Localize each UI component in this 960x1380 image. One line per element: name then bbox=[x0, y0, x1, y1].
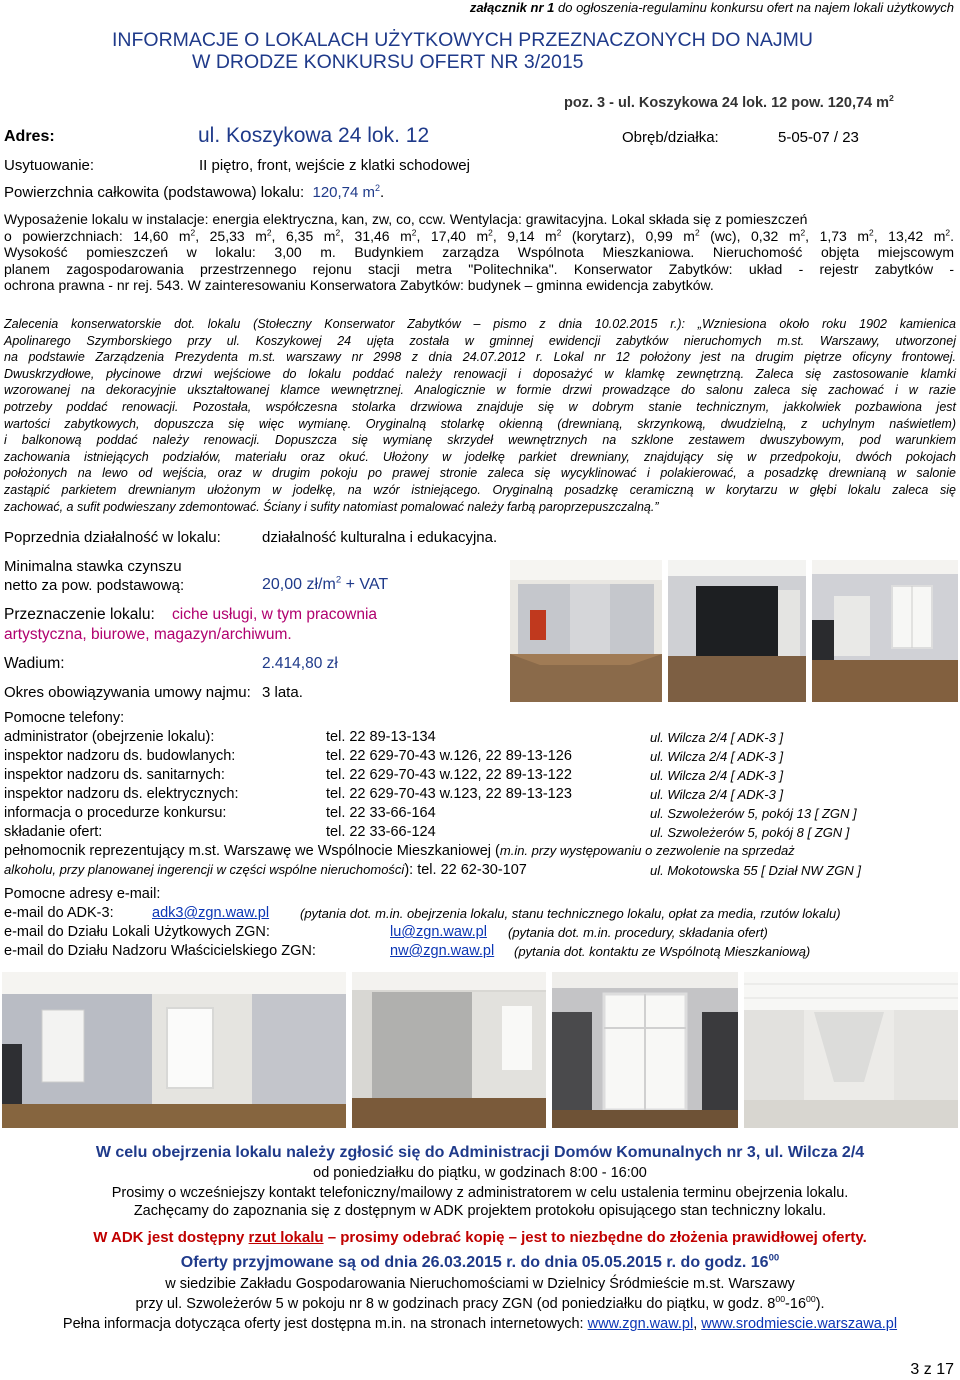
floorplan-link[interactable]: rzut lokalu bbox=[248, 1229, 324, 1246]
description-line-1: Wyposażenie lokalu w instalacje: energia elektryczna, kan, zw, co, ccw. Wentylacja: grawitacyjna. Lokal składa się z pomieszczeń bbox=[4, 211, 808, 227]
plot-value: 5-05-07 / 23 bbox=[778, 129, 859, 146]
email-link-nw[interactable]: nw@zgn.waw.pl bbox=[390, 943, 495, 959]
contact-address: ul. Szwoleżerów 5, pokój 8 [ ZGN ] bbox=[650, 825, 850, 840]
previous-use-label: Poprzednia działalność w lokalu: bbox=[4, 529, 221, 546]
attachment-prefix: załącznik nr 1 bbox=[469, 0, 555, 15]
location-label: Usytuowanie: bbox=[4, 157, 95, 174]
location-value: II piętro, front, wejście z klatki schodowej bbox=[199, 157, 470, 174]
web-info: Pełna informacja dotycząca oferty jest dostępna m.in. na stronach internetowych: www.zgn.waw.pl, www.srodmiescie.warszawa.pl bbox=[62, 1316, 898, 1332]
conservator-line: i balkonową poddać należy renowacji. Dopuszcza się wymianę skrzydeł wewnętrznych na szklone zestawem dwuszybowym, pod warunkiem bbox=[4, 433, 956, 448]
conservator-line: na podstawie Zarządzenia Prezydenta m.st. warszawy nr 2998 z dnia 24.07.2012 r. Lokal nr 12 położony jest na drugim piętrze oficyny frontowej. bbox=[4, 350, 956, 365]
conservator-line: zastąpić parkietem drewnianym ułożonym w jodełkę, na wzór istniejącego. Oryginalną posadzkę ceramiczną w korytarzu w głębi lokalu zaleca się bbox=[4, 482, 956, 497]
position-sup: 2 bbox=[889, 93, 894, 104]
address-label: Adres: bbox=[4, 128, 55, 145]
area-sup: 2 bbox=[375, 183, 381, 193]
proxy-line-2: alkoholu, przy planowanej ingerencji w części wspólne nieruchomości): tel. 22 62-30-107 bbox=[4, 862, 527, 878]
contact-tel[interactable]: tel. 22 89-13-134 bbox=[326, 729, 436, 745]
contact-role: administrator (obejrzenie lokalu): bbox=[4, 729, 215, 745]
purpose-value-2: artystyczna, biurowe, magazyn/archiwum. bbox=[4, 626, 292, 643]
photo-room-6 bbox=[552, 972, 738, 1128]
description-line-5: ochrona prawna - nr rej. 543. W zainteresowaniu Konserwatora Zabytków: budynek – gminna ewidencja zabytków. bbox=[4, 277, 714, 293]
rate-vat: + VAT bbox=[341, 576, 389, 593]
web-link-zgn[interactable]: www.zgn.waw.pl bbox=[587, 1316, 694, 1332]
visit-hours: od poniedziałku do piątku, w godzinach 8:00 - 16:00 bbox=[313, 1165, 647, 1181]
email-link-adk3[interactable]: adk3@zgn.waw.pl bbox=[152, 905, 270, 921]
deposit-label: Wadium: bbox=[4, 655, 65, 672]
area-dot: . bbox=[380, 184, 385, 201]
area-number: 120,74 m bbox=[312, 184, 376, 201]
visit-info: W celu obejrzenia lokalu należy zgłosić się do Administracji Domów Komunalnych nr 3, ul. Wilcza 2/4 bbox=[95, 1144, 865, 1161]
description-line-4: planem zagospodarowania przestrzennego rejonu stacji metra "Politechnika". Konserwator Zabytków: układ - rejestr zabytków - bbox=[4, 260, 954, 277]
proxy-line-1: pełnomocnik reprezentujący m.st. Warszawę we Wspólnocie Mieszkaniowej (m.in. przy występowaniu o zezwolenie na sprzedaż bbox=[4, 843, 795, 859]
contact-address: ul. Szwoleżerów 5, pokój 13 [ ZGN ] bbox=[650, 806, 857, 821]
conservator-line: Apolinarego Szymborskiego przy ul. Koszykowej 24 ujęta została w gminnej ewidencji zabytków nieruchomych m.st. Warszawy, utworzonej bbox=[4, 333, 956, 348]
contact-address: ul. Wilcza 2/4 [ ADK-3 ] bbox=[650, 787, 784, 802]
contact-role: inspektor nadzoru ds. sanitarnych: bbox=[4, 767, 225, 783]
offers-room: przy ul. Szwoleżerów 5 w pokoju nr 8 w godzinach pracy ZGN (od poniedziałku do piątku, w godz. $8^{00}-16^{00}$). bbox=[135, 1294, 825, 1312]
area-label: Powierzchnia całkowita (podstawowa) lokalu: bbox=[4, 184, 305, 201]
contact-address: ul. Wilcza 2/4 [ ADK-3 ] bbox=[650, 730, 784, 745]
conservator-line: Zalecenia konserwatorskie dot. lokalu (Stołeczny Konserwator Zabytków – pismo z dnia 10.02.2015 r.): „Wzniesiona około roku 1902 kamienica bbox=[4, 317, 956, 331]
term-value: 3 lata. bbox=[262, 684, 303, 701]
rate-label-2: netto za pow. podstawową: bbox=[4, 577, 185, 594]
contact-role: składanie ofert: bbox=[4, 824, 103, 840]
contact-tel[interactable]: tel. 22 629-70-43 w.126, 22 89-13-126 bbox=[326, 748, 572, 764]
purpose-label: Przeznaczenie lokalu: bbox=[4, 606, 155, 623]
photo-room-4 bbox=[2, 972, 346, 1128]
contact-address: ul. Wilcza 2/4 [ ADK-3 ] bbox=[650, 749, 784, 764]
contact-role: inspektor nadzoru ds. elektrycznych: bbox=[4, 786, 239, 802]
rate-label-1: Minimalna stawka czynszu bbox=[4, 558, 182, 575]
description-line-2: o powierzchniach: 14,60 $m^2$, 25,33 $m^2$, 6,35 $m^2$, 31,46 $m^2$, 17,40 $m^2$, 9,14 $m^2$ (korytarz), 0,99 $m^2$ (wc), 0,32 $m^2$, 1,73 $m^2$, 13,42 $m^2$. bbox=[4, 226, 954, 244]
page-number: 3 z 17 bbox=[910, 1361, 954, 1378]
email-note: (pytania dot. m.in. obejrzenia lokalu, stanu technicznego lokalu, opłat za media, rzutów lokalu) bbox=[300, 906, 841, 921]
contact-request: Prosimy o wcześniejszy kontakt telefoniczny/mailowy z administratorem w celu ustalenia terminu obejrzenia lokalu. bbox=[111, 1185, 849, 1201]
protocol-note: Zachęcamy do zapoznania się z dostępnym w ADK projektem protokołu opisującego stan techniczny lokalu. bbox=[133, 1203, 827, 1219]
conservator-line: wzorowanej na dekoracyjnie ukształtowanej klamce wewnętrznej. Analogicznie w formie drzwi prowadzące do salonu zaleca się zachować i w razie bbox=[4, 383, 956, 398]
position-text: poz. 3 - ul. Koszykowa 24 lok. 12 pow. 120,74 m bbox=[564, 95, 890, 111]
contact-role: informacja o procedurze konkursu: bbox=[4, 805, 227, 821]
conservator-line: położonych na lewo od wejścia, oraz w drugim pokoju po prawej stronie zaleca się wycyklinować i polakierować, a posadzkę drewnianą w salonie bbox=[4, 466, 956, 481]
description bbox=[4, 211, 954, 294]
rate-number: 20,00 zł/m bbox=[262, 576, 336, 593]
previous-use-value: działalność kulturalna i edukacyjna. bbox=[262, 529, 498, 546]
offers-seat: w siedzibie Zakładu Gospodarowania Nieruchomościami w Dzielnicy Śródmieście m.st. Warszawy bbox=[165, 1276, 795, 1292]
area-line bbox=[4, 184, 384, 201]
web-link-srodmiescie[interactable]: www.srodmiescie.warszawa.pl bbox=[701, 1316, 898, 1332]
term-label: Okres obowiązywania umowy najmu: bbox=[4, 684, 251, 701]
description-line-3: Wysokość pomieszczeń w lokalu: 3,00 m. Budynkiem zarządza Wspólnota Mieszkaniowa. Nieruchomość objęta miejscowym bbox=[4, 244, 954, 260]
conservator-line: zachować, a sufit podwieszany zdemontować. Ściany i sufity natomiast pomalować należy farbą paroprzepuszczalną.” bbox=[4, 499, 659, 514]
title-line-1: INFORMACJE O LOKALACH UŻYTKOWYCH PRZEZNACZONYCH DO NAJMU bbox=[112, 29, 813, 51]
contact-role: inspektor nadzoru ds. budowlanych: bbox=[4, 748, 236, 764]
conservator-line: potrzeby poddać renowacji. Pozostała, współczesna stolarka drzwiowa znajduje się w dobrym stanie technicznym, jakkolwiek pozbawiona jest bbox=[4, 399, 956, 414]
plot-label: Obręb/działka: bbox=[622, 129, 719, 146]
contact-tel[interactable]: tel. 22 33-66-124 bbox=[326, 824, 436, 840]
contact-address: ul. Wilcza 2/4 [ ADK-3 ] bbox=[650, 768, 784, 783]
attachment-note bbox=[470, 0, 954, 15]
contact-tel[interactable]: tel. 22 33-66-164 bbox=[326, 805, 436, 821]
rate-value bbox=[262, 576, 388, 594]
email-label: e-mail do Działu Nadzoru Właścicielskiego ZGN: bbox=[4, 943, 316, 959]
contact-tel[interactable]: tel. 22 629-70-43 w.123, 22 89-13-123 bbox=[326, 786, 572, 802]
attachment-rest: do ogłoszenia-regulaminu konkursu ofert na najem lokali użytkowych bbox=[558, 0, 954, 15]
conservator-line: Dwuskrzydłowe, płycinowe drzwi wejściowe do lokalu poddać należy renowacji i doposażyć w klamkę zewnętrzną. Zaleca się zastosowanie klamki bbox=[4, 366, 956, 381]
title-line-2: W DRODZE KONKURSU OFERT NR 3/2015 bbox=[192, 51, 584, 73]
email-link-lu[interactable]: lu@zgn.waw.pl bbox=[390, 924, 487, 940]
photo-room-7 bbox=[744, 972, 958, 1128]
email-note: (pytania dot. kontaktu ze Wspólnotą Mieszkaniową) bbox=[514, 944, 811, 959]
conservator-line: zachowania istniejących podziałów, materiału oraz okuć. Ułożony w jodełkę parkiet drewniany, znajdujący się w przedpokoju, dwóch pokojach bbox=[4, 449, 956, 464]
photo-room-2 bbox=[668, 560, 806, 702]
email-label: e-mail do ADK-3: bbox=[4, 905, 114, 921]
email-label: e-mail do Działu Lokali Użytkowych ZGN: bbox=[4, 924, 270, 940]
conservator-recommendations bbox=[4, 316, 956, 515]
emails-header: Pomocne adresy e-mail: bbox=[4, 886, 161, 902]
photo-room-3 bbox=[812, 560, 958, 702]
email-note: (pytania dot. m.in. procedury, składania ofert) bbox=[508, 925, 768, 940]
purpose-value-1: ciche usługi, w tym pracownia bbox=[172, 606, 378, 623]
conservator-line: wartości zabytkowych, dopuszcza się więc wymianę. Oryginalną stolarkę okienną (drewnianą, skrzynkową, dwudzielną, z uchylnym naświetlem) bbox=[4, 416, 956, 431]
adk-floorplan-note: W ADK jest dostępny rzut lokalu – prosimy odebrać kopię – jest to niezbędne do złożenia prawidłowej oferty. bbox=[93, 1229, 867, 1246]
area-value bbox=[312, 184, 380, 201]
rate-sup: 2 bbox=[335, 574, 342, 586]
photo-room-1 bbox=[510, 560, 662, 702]
address-value: ul. Koszykowa 24 lok. 12 bbox=[198, 124, 430, 147]
position-line bbox=[564, 95, 894, 111]
proxy-address: ul. Mokotowska 55 [ Dział NW ZGN ] bbox=[650, 863, 861, 878]
contact-tel[interactable]: tel. 22 629-70-43 w.122, 22 89-13-122 bbox=[326, 767, 572, 783]
deposit-value: 2.414,80 zł bbox=[262, 655, 338, 672]
phones-header: Pomocne telefony: bbox=[4, 710, 125, 726]
photo-room-5 bbox=[352, 972, 546, 1128]
offers-deadline: Oferty przyjmowane są od dnia 26.03.2015 r. do dnia 05.05.2015 r. do godz. $16^{00}$ bbox=[180, 1252, 780, 1271]
